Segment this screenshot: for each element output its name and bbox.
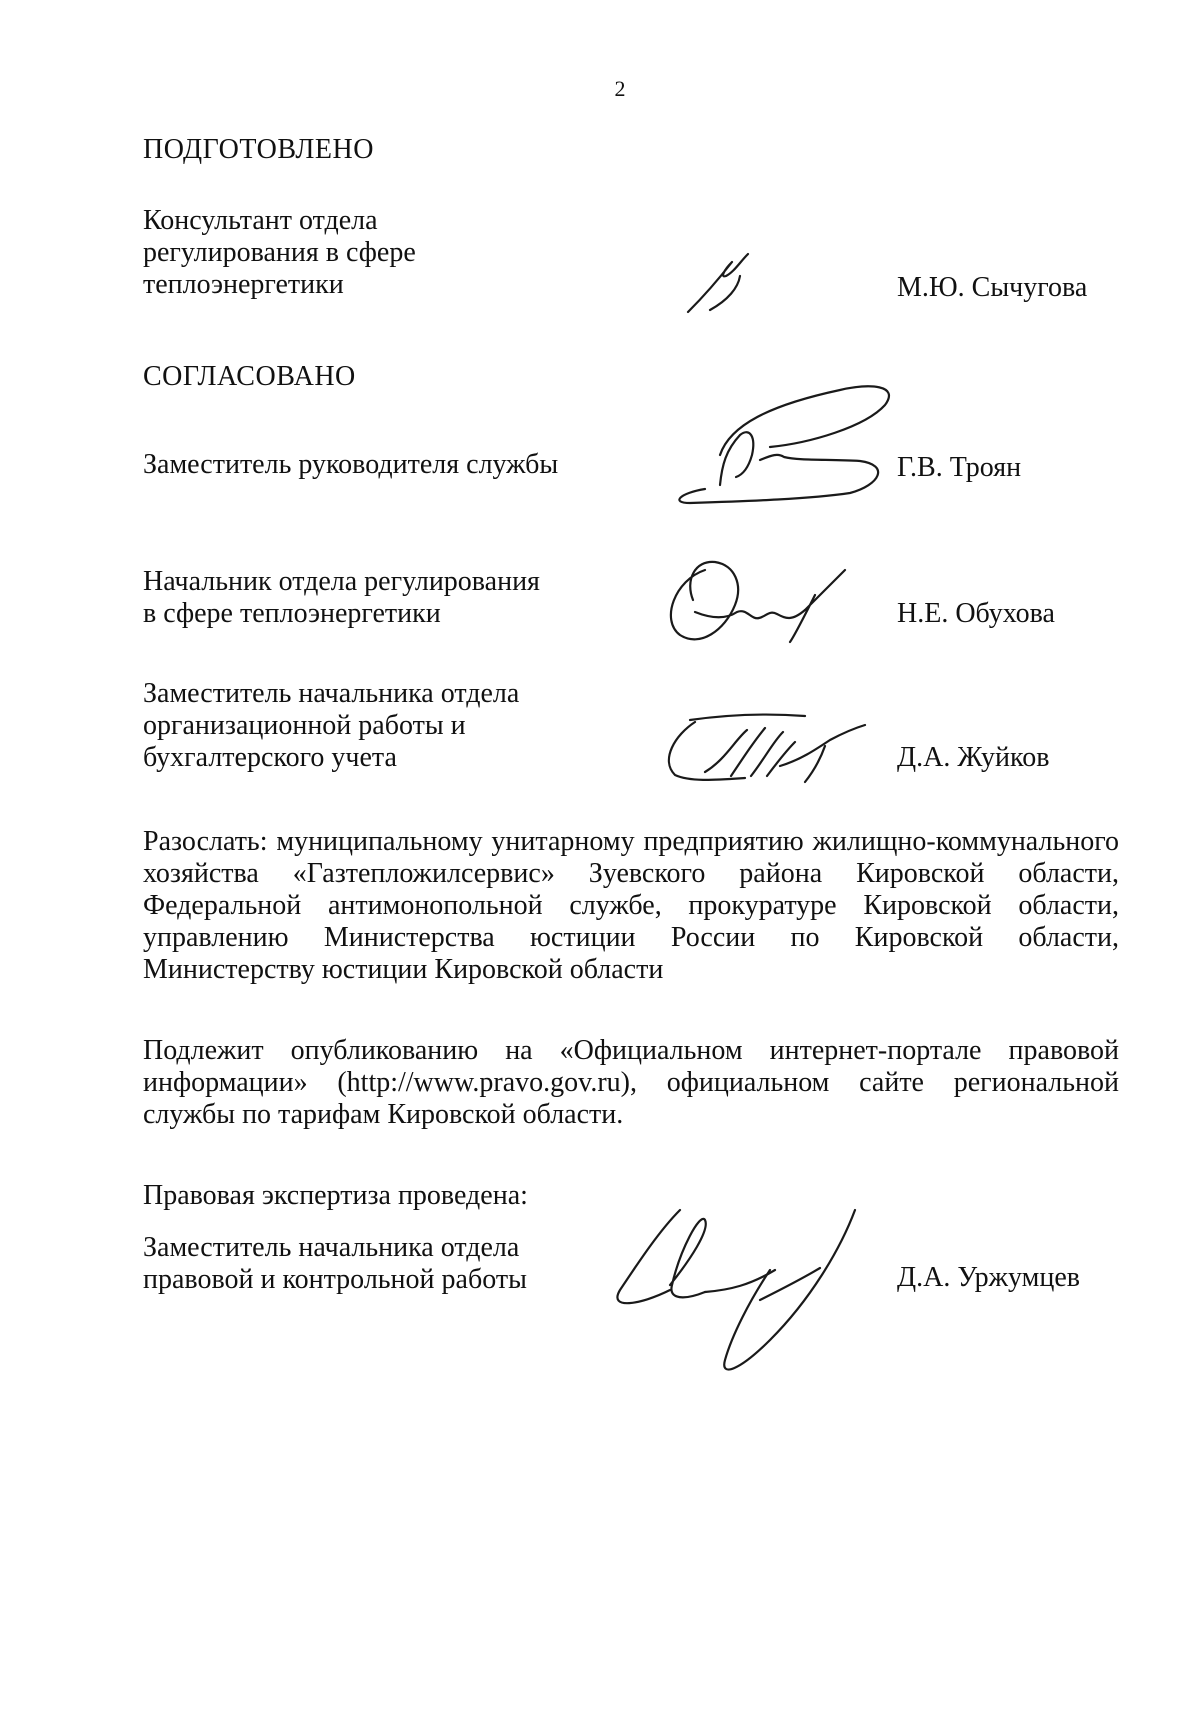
legal-review-name: Д.А. Уржумцев	[897, 1262, 1081, 1293]
signature-zhuikov	[655, 710, 875, 790]
prepared-position-line: Консультант отдела	[143, 205, 378, 236]
legal-review-position	[143, 1232, 527, 1296]
signature-troyan	[660, 365, 900, 535]
legal-review-position-line: правовой и контрольной работы	[143, 1264, 527, 1295]
agreed-name-2: Н.Е. Обухова	[897, 598, 1055, 629]
agreed-position-line: Заместитель начальника отдела	[143, 678, 520, 709]
prepared-position	[143, 205, 416, 301]
agreed-position-line: бухгалтерского учета	[143, 742, 397, 773]
agreed-position-1	[143, 449, 558, 481]
legal-review-position-line: Заместитель начальника отдела	[143, 1232, 520, 1263]
agreed-name-3: Д.А. Жуйков	[897, 742, 1050, 773]
agreed-heading: СОГЛАСОВАНО	[143, 361, 356, 392]
signature-obukhova	[655, 550, 855, 650]
agreed-position-line: Начальник отдела регулирования	[143, 566, 540, 597]
agreed-position-2	[143, 566, 540, 630]
agreed-position-line: в сфере теплоэнергетики	[143, 598, 441, 629]
agreed-position-line: организационной работы и	[143, 710, 466, 741]
prepared-position-line: регулирования в сфере	[143, 237, 416, 268]
signature-sychugova	[680, 240, 780, 320]
page-number: 2	[614, 76, 626, 101]
agreed-position-3	[143, 678, 519, 774]
prepared-position-line: теплоэнергетики	[143, 269, 344, 300]
prepared-heading: ПОДГОТОВЛЕНО	[143, 134, 374, 165]
distribution-paragraph: Разослать: муниципальному унитарному предприятию жилищно-коммунального хозяйства «Газтепложилсервис» Зуевского района Кировской области, Федеральной антимонопольной службе, прокуратуре Кировской области, управлению Министерства юстиции России по Кировской области, Министерству юстиции Кировской области	[143, 826, 1119, 985]
publication-paragraph: Подлежит опубликованию на «Официальном интернет-портале правовой информации» (http://www.pravo.gov.ru), официальном сайте региональной службы по тарифам Кировской области.	[143, 1035, 1119, 1130]
agreed-position-line: Заместитель руководителя службы	[143, 449, 559, 480]
signature-urzhumtsev	[600, 1190, 880, 1380]
prepared-name: М.Ю. Сычугова	[897, 272, 1088, 303]
agreed-name-1: Г.В. Троян	[897, 452, 1022, 483]
legal-review-label: Правовая экспертиза проведена:	[143, 1180, 528, 1211]
